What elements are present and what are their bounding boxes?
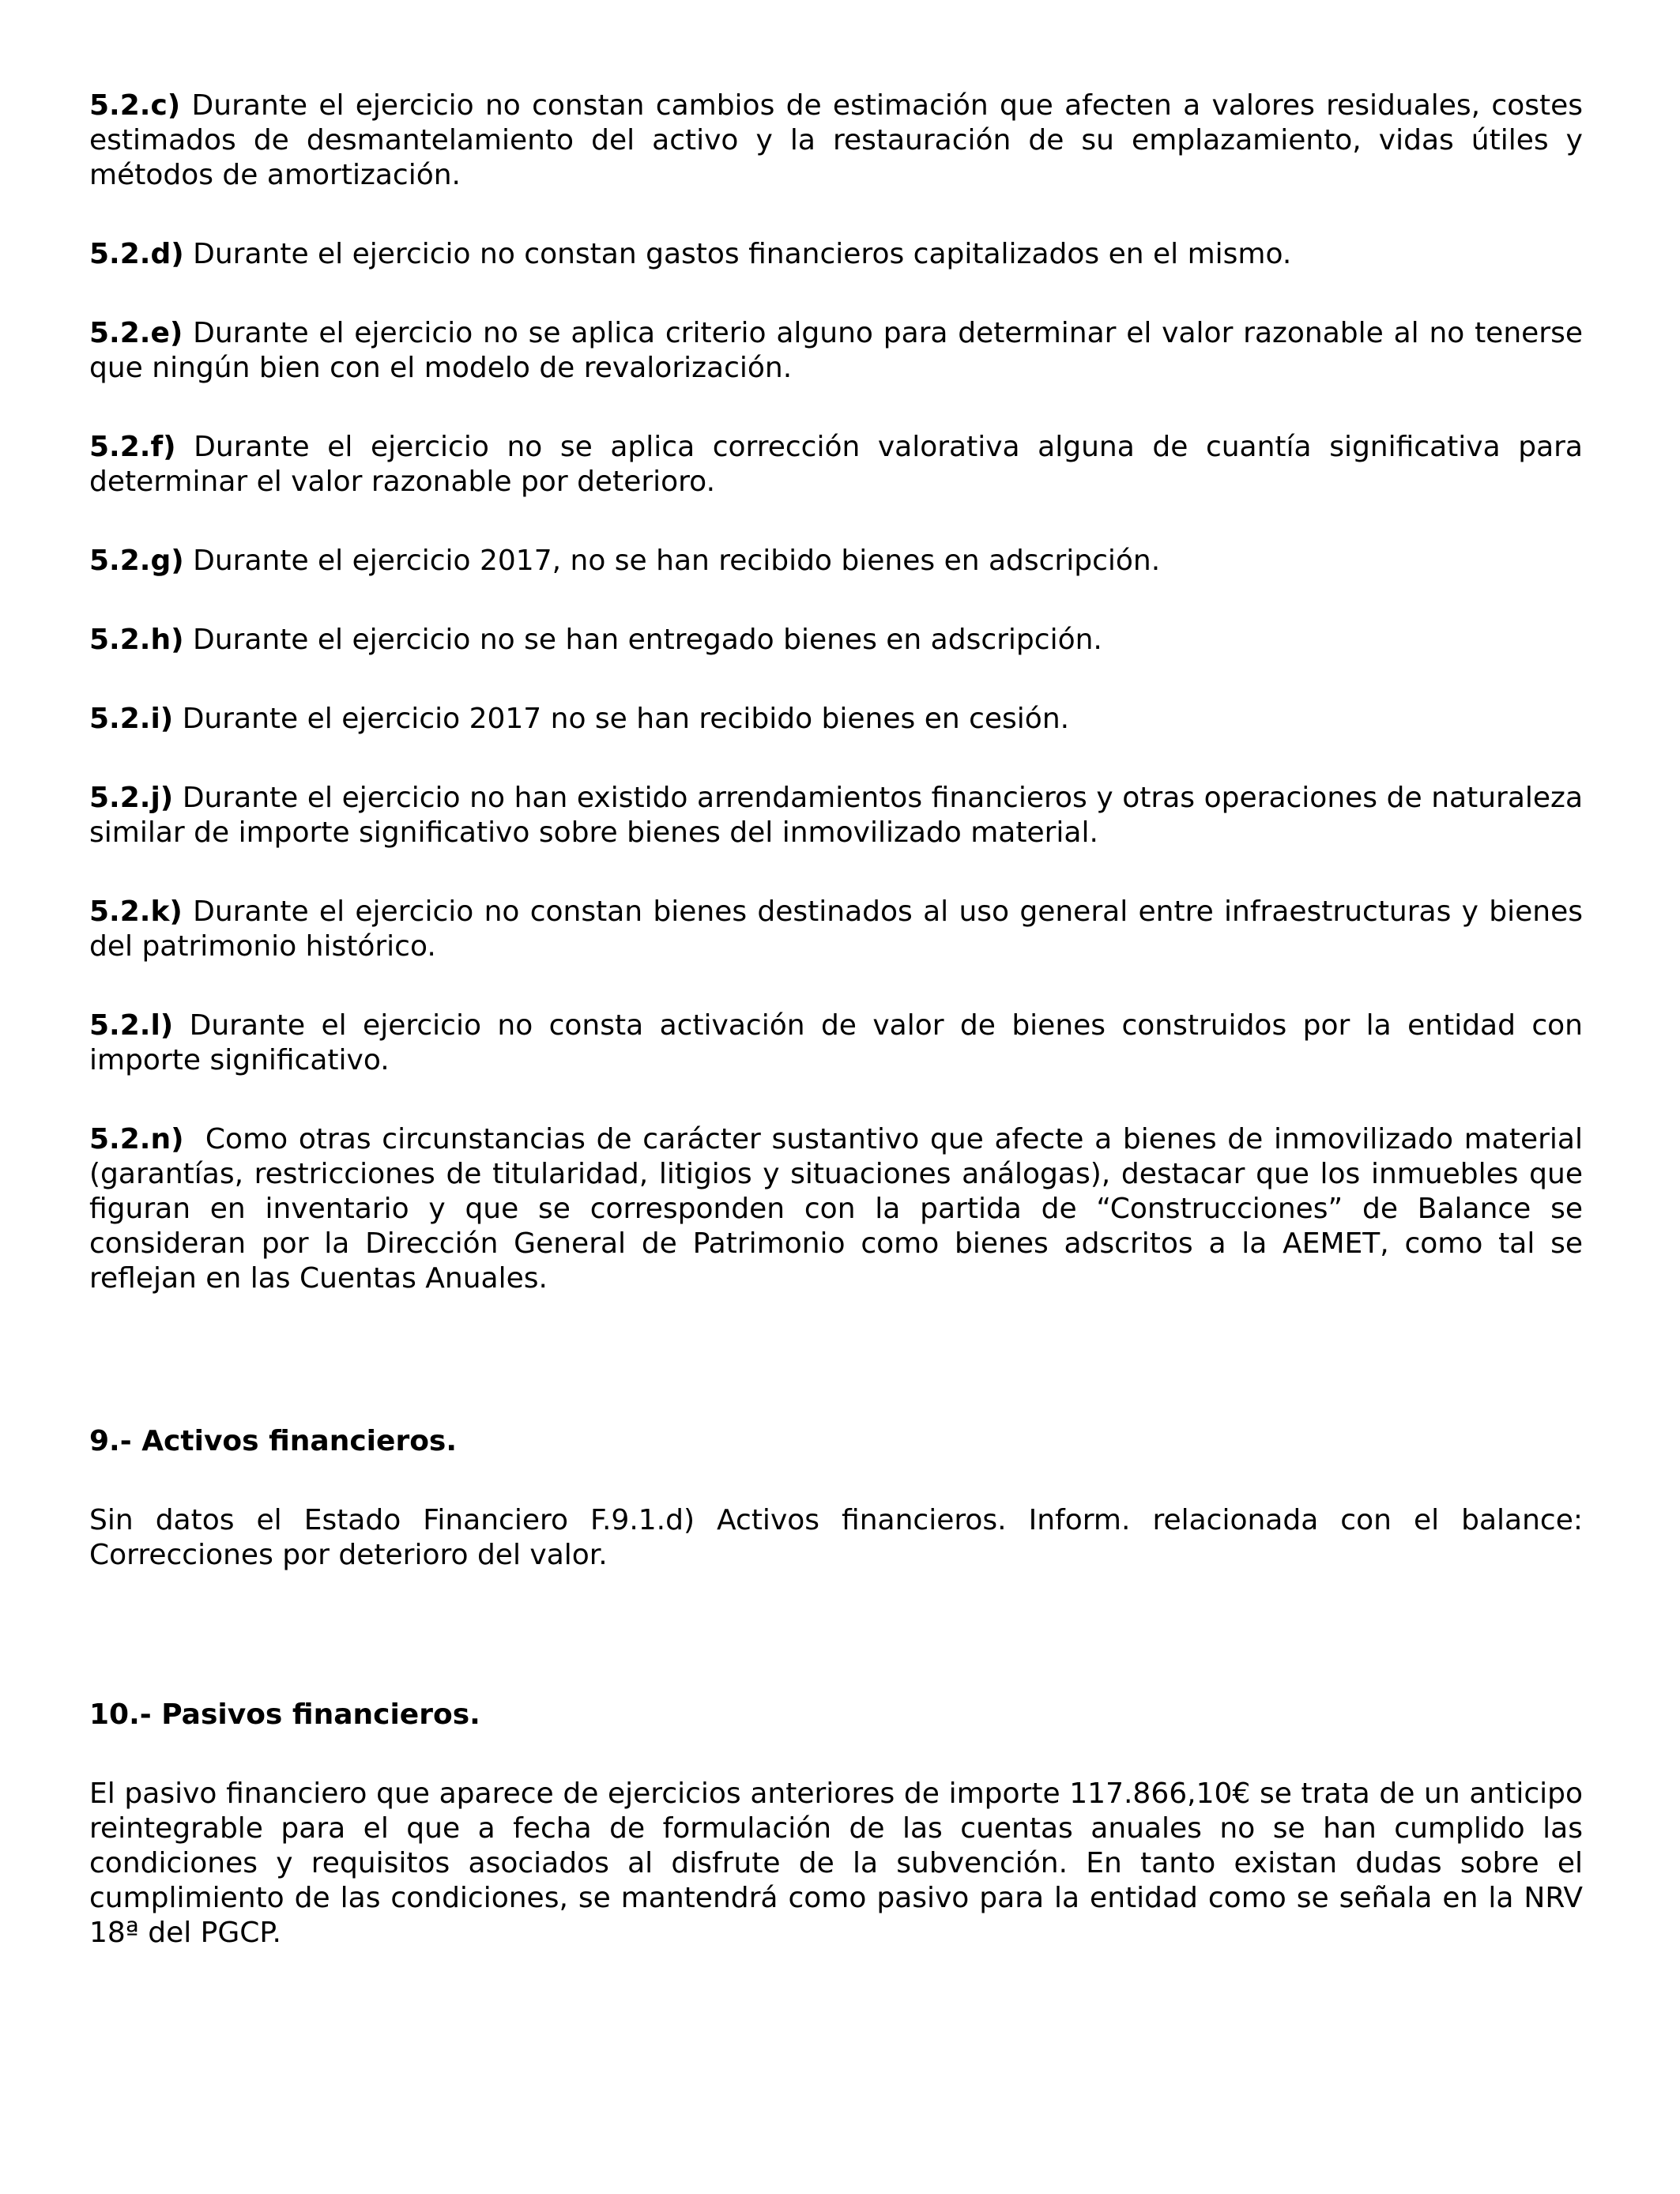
spacer [89,1459,1583,1503]
item-code: 5.2.e) [89,317,183,349]
spacer [89,1732,1583,1777]
item-code: 5.2.j) [89,782,174,814]
item-text: Durante el ejercicio no consta activación de valor de bienes construidos por la entidad con importe significativo. [89,1009,1583,1076]
item-text: Durante el ejercicio no constan cambios de estimación que afecten a valores residuales, costes estimados de desmantelamiento del activo y la restauración de su emplazamiento, vidas útiles y métodos de amortización. [89,89,1583,191]
section-9-paragraph: Sin datos el Estado Financiero F.9.1.d) Activos financieros. Inform. relacionada con el balance: Correcciones por deterioro del valor. [89,1504,1583,1571]
paragraph-5-2-h [89,623,1583,658]
paragraph-5-2-c [89,89,1583,193]
item-code: 5.2.g) [89,545,184,577]
paragraph-5-2-f [89,430,1583,499]
spacer [89,1652,1583,1698]
item-text: Durante el ejercicio no se han entregado bienes en adscripción. [183,624,1102,656]
item-text: Durante el ejercicio no constan bienes destinados al uso general entre infraestructuras y bienes del patrimonio histórico. [89,895,1583,963]
paragraph-5-2-g [89,544,1583,579]
item-text: Durante el ejercicio no se aplica criterio alguno para determinar el valor razonable al no tenerse que ningún bien con el modelo de revalorización. [89,317,1583,384]
item-text: Como otras circunstancias de carácter sustantivo que afecte a bienes de inmovilizado material (garantías, restricciones de titularidad, litigios y situaciones análogas), destacar que los inmuebles que figuran en inventario y que se corresponden con la partida de “Construcciones” de Balance se consideran por la Dirección General de Patrimonio como bienes adscritos a la AEMET, como tal se reflejan en las Cuentas Anuales. [89,1123,1592,1295]
item-text: Durante el ejercicio 2017 no se han recibido bienes en cesión. [173,703,1070,735]
section-10-paragraph: El pasivo financiero que aparece de ejercicios anteriores de importe 117.866,10€ se trata de un anticipo reintegrable para el que a fecha de formulación de las cuentas anuales no se han cumplido las condiciones y requisitos asociados al disfrute de la subvención. En tanto existan dudas sobre el cumplimiento de las condiciones, se mantendrá como pasivo para la entidad como se señala en la NRV 18ª del PGCP. [89,1777,1583,1949]
spacer [89,1573,1583,1652]
document-page [89,89,1592,1951]
item-code: 5.2.i) [89,703,174,735]
spacer [89,1374,1583,1424]
paragraph-5-2-j [89,781,1583,850]
item-code: 5.2.l) [89,1009,174,1042]
section-9-title: 9.- Activos financieros. [89,1425,458,1457]
item-code: 5.2.d) [89,238,184,270]
item-text: Durante el ejercicio 2017, no se han recibido bienes en adscripción. [183,545,1161,577]
item-code: 5.2.h) [89,624,184,656]
item-code: 5.2.n) [89,1123,184,1155]
item-code: 5.2.f) [89,431,176,463]
item-text: Durante el ejercicio no han existido arrendamientos financieros y otras operaciones de naturaleza similar de importe significativo sobre bienes del inmovilizado material. [89,782,1583,849]
item-text: Durante el ejercicio no constan gastos financieros capitalizados en el mismo. [183,238,1292,270]
paragraph-5-2-n [89,1122,1592,1296]
spacer [89,1296,1583,1374]
item-text: Durante el ejercicio no se aplica corrección valorativa alguna de cuantía significativa para determinar el valor razonable por deterioro. [89,431,1583,498]
item-code: 5.2.c) [89,89,181,122]
item-code: 5.2.k) [89,895,183,928]
paragraph-5-2-k [89,895,1583,964]
paragraph-5-2-l [89,1008,1583,1078]
paragraph-5-2-e [89,316,1583,386]
paragraph-5-2-i [89,702,1583,737]
section-10-title: 10.- Pasivos financieros. [89,1698,480,1731]
paragraph-5-2-d [89,237,1583,272]
